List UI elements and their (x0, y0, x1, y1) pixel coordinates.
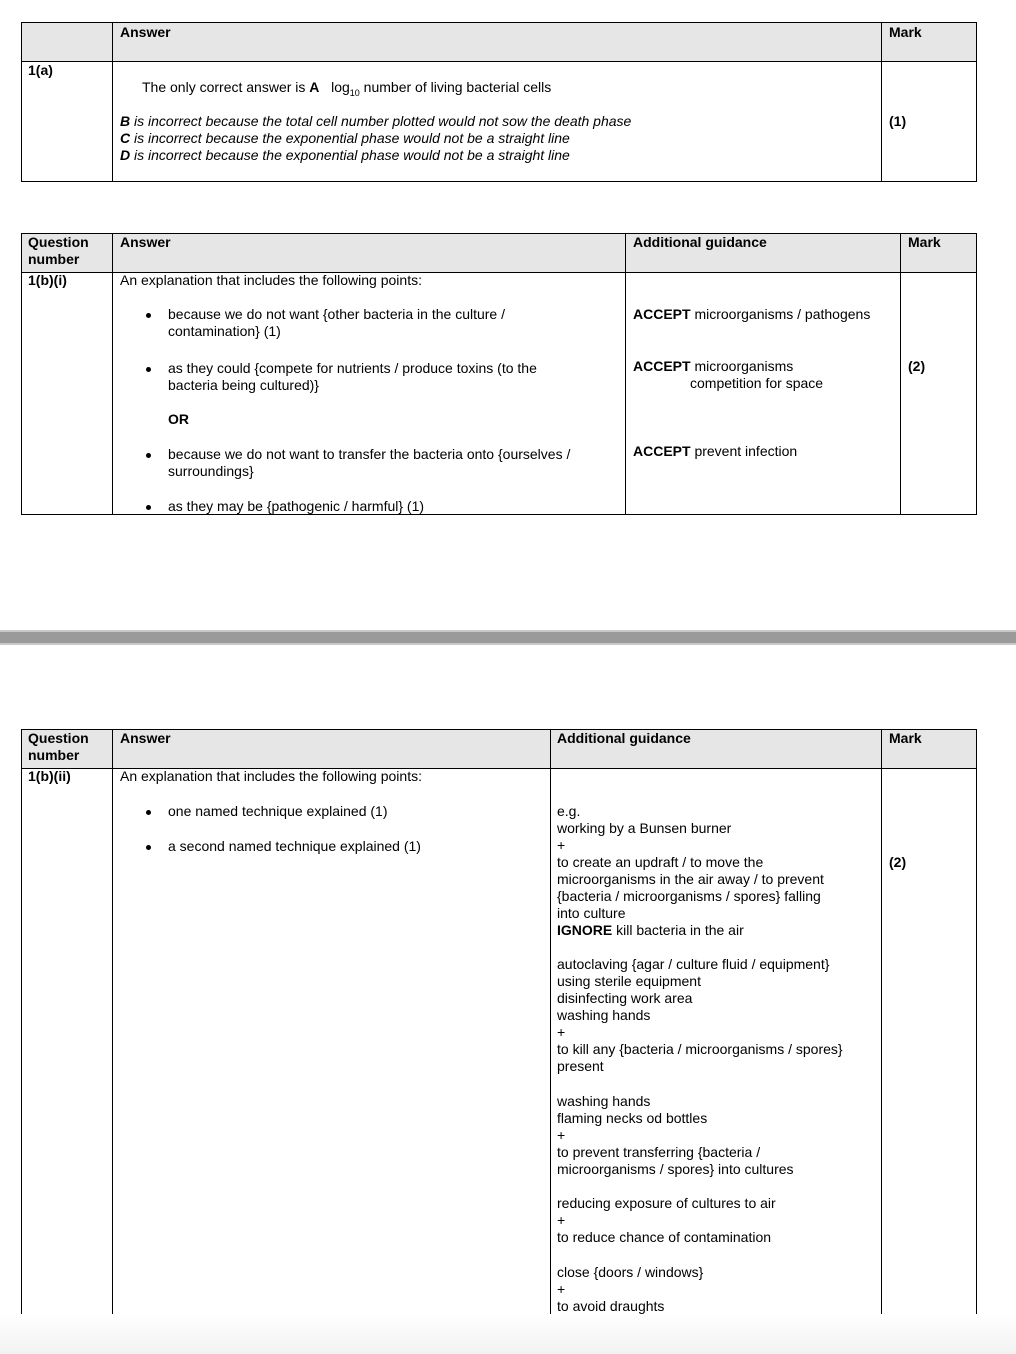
guidance-line: + (557, 1281, 566, 1297)
header-answer: Answer (120, 24, 171, 40)
header-question: Question (28, 234, 89, 250)
reason-d: D is incorrect because the exponential phase would not be a straight line (120, 147, 570, 163)
bullet-1: one named technique explained (1) (168, 803, 388, 819)
guidance-line: microorganisms in the air away / to prevent (557, 871, 824, 887)
guidance-2-line-2: competition for space (690, 375, 824, 391)
header-answer: Answer (120, 234, 171, 250)
question-number: 1(b)(ii) (28, 768, 71, 784)
bullet-1-line-2: contamination} (1) (168, 323, 281, 339)
guidance-line: to kill any {bacteria / microorganisms / spores} (557, 1041, 843, 1057)
header-mark: Mark (908, 234, 941, 250)
bullet-4: as they may be {pathogenic / harmful} (1) (168, 498, 425, 514)
guidance-line: to prevent transferring {bacteria / (557, 1144, 761, 1160)
header-question-2: number (28, 747, 80, 763)
header-question: Question (28, 730, 89, 746)
guidance-line: + (557, 1024, 566, 1040)
guidance-line: to create an updraft / to move the (557, 854, 764, 870)
header-answer: Answer (120, 730, 171, 746)
guidance-line: washing hands (557, 1007, 651, 1023)
mark-table-1a (21, 22, 977, 182)
correct-answer: The only correct answer is A $\log_{10}$ number of living bacterial cells (142, 79, 552, 98)
reason-c: C is incorrect because the exponential phase would not be a straight line (120, 130, 570, 146)
guidance-line: to avoid draughts (557, 1298, 665, 1314)
guidance-line: autoclaving {agar / culture fluid / equipment} (557, 956, 830, 972)
mark-table-1bii (21, 729, 977, 1316)
guidance-line: close {doors / windows} (557, 1264, 704, 1280)
header-guidance: Additional guidance (633, 234, 767, 250)
reason-b: B is incorrect because the total cell number plotted would not sow the death phase (120, 113, 632, 129)
guidance-line: to reduce chance of contamination (557, 1229, 772, 1245)
bullet-2-line-2: bacteria being cultured)} (168, 377, 319, 393)
bullet-2-line-1: as they could {compete for nutrients / produce toxins (to the (168, 360, 537, 376)
header-mark: Mark (889, 730, 922, 746)
answer-intro: An explanation that includes the following points: (120, 768, 422, 784)
guidance-line: flaming necks od bottles (557, 1110, 708, 1126)
mark-table-1bi (21, 233, 977, 515)
header-guidance: Additional guidance (557, 730, 691, 746)
or-label: OR (168, 411, 189, 427)
guidance-3: ACCEPT prevent infection (633, 443, 798, 459)
guidance-line: present (557, 1058, 604, 1074)
bullet-3-line-2: surroundings} (168, 463, 254, 479)
bullet-2: a second named technique explained (1) (168, 838, 421, 854)
guidance-line: reducing exposure of cultures to air (557, 1195, 776, 1211)
page-break (0, 630, 1016, 645)
guidance-line: {bacteria / microorganisms / spores} falling (557, 888, 821, 904)
header-mark: Mark (889, 24, 922, 40)
question-number: 1(b)(i) (28, 272, 67, 288)
guidance-line: disinfecting work area (557, 990, 693, 1006)
bullet-1-line-1: because we do not want {other bacteria in the culture / (168, 306, 505, 322)
guidance-line: + (557, 837, 566, 853)
page-bottom-shadow (0, 1314, 1016, 1354)
answer-intro: An explanation that includes the following points: (120, 272, 422, 288)
guidance-line: into culture (557, 905, 626, 921)
mark-value: (2) (908, 358, 926, 374)
mark-value: (1) (889, 113, 907, 129)
header-question-2: number (28, 251, 80, 267)
guidance-line: microorganisms / spores} into cultures (557, 1161, 794, 1177)
guidance-line: e.g. (557, 803, 581, 819)
guidance-line: washing hands (557, 1093, 651, 1109)
mark-value: (2) (889, 854, 907, 870)
guidance-1: ACCEPT microorganisms / pathogens (633, 306, 871, 322)
guidance-line: using sterile equipment (557, 973, 701, 989)
guidance-2: ACCEPT microorganisms (633, 358, 794, 374)
question-number: 1(a) (28, 62, 53, 78)
guidance-ignore: IGNORE kill bacteria in the air (557, 922, 744, 938)
bullet-3-line-1: because we do not want to transfer the bacteria onto {ourselves / (168, 446, 571, 462)
guidance-line: + (557, 1212, 566, 1228)
guidance-line: + (557, 1127, 566, 1143)
guidance-line: working by a Bunsen burner (557, 820, 732, 836)
